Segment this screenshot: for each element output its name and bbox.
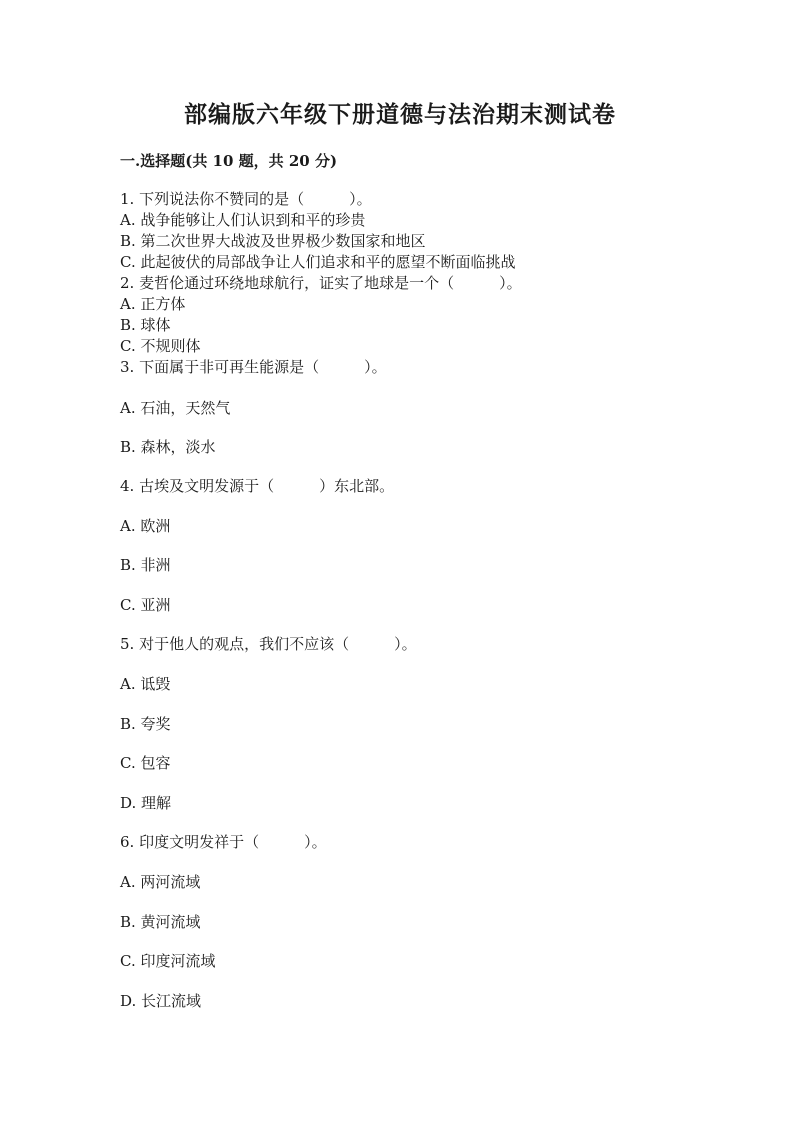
question-stem: 4. 古埃及文明发源于（ ）东北部。 xyxy=(120,477,395,495)
question-option: B. 非洲 xyxy=(120,556,171,574)
question-option: B. 球体 xyxy=(120,316,171,334)
section-heading: 一.选择题(共 10 题，共 20 分) xyxy=(120,152,338,170)
question-option: A. 石油，天然气 xyxy=(120,399,231,417)
question-option: B. 第二次世界大战波及世界极少数国家和地区 xyxy=(120,232,426,250)
question-option: D. 理解 xyxy=(120,794,172,812)
question-option: B. 森林，淡水 xyxy=(120,438,216,456)
question-option: A. 欧洲 xyxy=(120,517,171,535)
question-option: B. 黄河流域 xyxy=(120,913,201,931)
question-stem: 5. 对于他人的观点，我们不应该（ ）。 xyxy=(120,635,417,653)
question-option: A. 正方体 xyxy=(120,295,186,313)
question-stem: 3. 下面属于非可再生能源是（ ）。 xyxy=(120,358,387,376)
question-option: C. 不规则体 xyxy=(120,337,201,355)
question-option: C. 此起彼伏的局部战争让人们追求和平的愿望不断面临挑战 xyxy=(120,253,516,271)
question-option: C. 包容 xyxy=(120,754,171,772)
question-option: C. 亚洲 xyxy=(120,596,171,614)
question-stem: 1. 下列说法你不赞同的是（ ）。 xyxy=(120,190,372,208)
question-option: A. 战争能够让人们认识到和平的珍贵 xyxy=(120,211,366,229)
question-option: A. 两河流域 xyxy=(120,873,201,891)
question-option: D. 长江流域 xyxy=(120,992,202,1010)
question-stem: 6. 印度文明发祥于（ ）。 xyxy=(120,833,327,851)
page-title: 部编版六年级下册道德与法治期末测试卷 xyxy=(184,101,616,128)
question-option: C. 印度河流域 xyxy=(120,952,216,970)
question-option: A. 诋毁 xyxy=(120,675,171,693)
question-stem: 2. 麦哲伦通过环绕地球航行，证实了地球是一个（ ）。 xyxy=(120,274,522,292)
question-option: B. 夸奖 xyxy=(120,715,171,733)
